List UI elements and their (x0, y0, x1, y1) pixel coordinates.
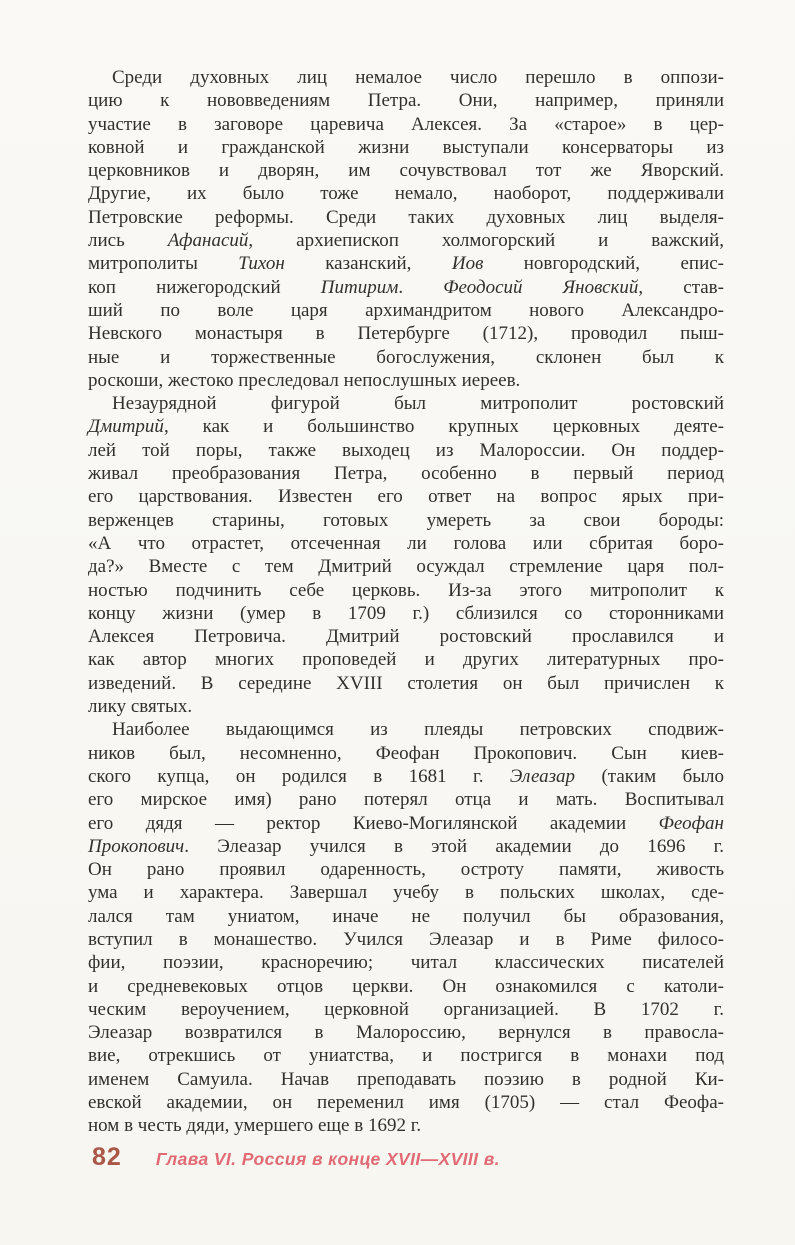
text-line: «А что отрастет, отсеченная ли голова или сбритая боро- (88, 532, 724, 554)
body-text (88, 66, 724, 1138)
text-line: живал преобразования Петра, особенно в первый период (88, 463, 724, 485)
text-line: лику святых. (88, 696, 193, 718)
text-line: Петровские реформы. Среди таких духовных лиц выделя- (88, 206, 724, 228)
text-line: Элеазар возвратился в Малороссию, вернулся в правосла- (88, 1022, 724, 1044)
text-line: как автор многих проповедей и других литературных про- (88, 649, 724, 671)
text-line: участие в заговоре царевича Алексея. За «старое» в цер- (88, 113, 724, 135)
text-line: ума и характера. Завершал учебу в польских школах, сде- (88, 882, 724, 904)
text-line: коп нижегородский Питирим. Феодосий Яновский, став- (88, 276, 724, 298)
text-line: Он рано проявил одаренность, остроту памяти, живость (88, 859, 724, 881)
paragraph (88, 392, 724, 718)
text-line: именем Самуила. Начав преподавать поэзию в родной Ки- (88, 1068, 724, 1090)
text-line: Невского монастыря в Петербурге (1712), проводил пыш- (88, 323, 724, 345)
paragraph (88, 718, 724, 1137)
text-line: ников был, несомненно, Феофан Прокопович. Сын киев- (88, 742, 724, 764)
text-line: Среди духовных лиц немалое число перешло в оппози- (112, 67, 724, 88)
text-line: цию к нововведениям Петра. Они, например, приняли (88, 90, 724, 112)
text-line: Дмитрий, как и большинство крупных церковных деяте- (88, 416, 724, 438)
text-line: Прокопович. Элеазар учился в этой академии до 1696 г. (88, 835, 724, 857)
page-number: 82 (92, 1143, 122, 1171)
text-line: роскоши, жестоко преследовал непослушных иереев. (88, 369, 521, 391)
page-footer (92, 1143, 500, 1172)
text-line: ностью подчинить себе церковь. Из-за этого митрополит к (88, 579, 724, 601)
text-line: его дядя — ректор Киево-Могилянской академии Феофан (88, 812, 724, 834)
text-line: лись Афанасий, архиепископ холмогорский и важский, (88, 230, 725, 252)
text-line: фии, поэзии, красноречию; читал классических писателей (88, 952, 724, 974)
text-line: Наиболее выдающимся из плеяды петровских сподвиж- (112, 719, 724, 741)
text-line: церковников и дворян, им сочувствовал тот же Яворский. (88, 160, 724, 182)
text-line: вие, отрекшись от униатства, и постригся в монахи под (88, 1045, 724, 1067)
text-line: ном в честь дяди, умершего еще в 1692 г. (88, 1115, 422, 1137)
text-line: и средневековых отцов церкви. Он ознакомился с католи- (88, 975, 724, 997)
paragraph (88, 66, 724, 392)
text-line: его мирское имя) рано потерял отца и мать. Воспитывал (88, 789, 724, 811)
text-line: концу жизни (умер в 1709 г.) сблизился со сторонниками (88, 602, 724, 624)
text-line: Алексея Петровича. Дмитрий ростовский прославился и (88, 626, 724, 648)
chapter-title: Глава VI. Россия в конце XVII—XVIII в. (155, 1149, 500, 1169)
text-line: его царствования. Известен его ответ на вопрос ярых при- (88, 486, 724, 508)
text-line: Незаурядной фигурой был митрополит ростовский (112, 393, 724, 415)
text-line: митрополиты Тихон казанский, Иов новгородский, епис- (88, 253, 724, 275)
text-line: лался там униатом, иначе не получил бы образования, (88, 905, 724, 927)
text-line: верженцев старины, готовых умереть за свои бороды: (88, 509, 724, 531)
text-line: ческим вероучением, церковной организацией. В 1702 г. (88, 998, 724, 1020)
text-line: да?» Вместе с тем Дмитрий осуждал стремление царя пол- (88, 556, 724, 578)
text-line: ные и торжественные богослужения, склонен был к (88, 346, 724, 368)
text-line: изведений. В середине XVIII столетия он был причислен к (88, 672, 724, 694)
text-line: вступил в монашество. Учился Элеазар и в Риме филосо- (88, 928, 724, 950)
text-line: Другие, их было тоже немало, наоборот, поддерживали (88, 183, 724, 205)
text-line: ского купца, он родился в 1681 г. Элеазар (таким было (88, 765, 725, 787)
text-line: ший по воле царя архимандритом нового Александро- (88, 299, 724, 321)
text-line: ковной и гражданской жизни выступали консерваторы из (88, 136, 724, 158)
text-line: евской академии, он переменил имя (1705) — стал Феофа- (88, 1092, 724, 1114)
text-line: лей той поры, также выходец из Малороссии. Он поддер- (88, 439, 724, 461)
